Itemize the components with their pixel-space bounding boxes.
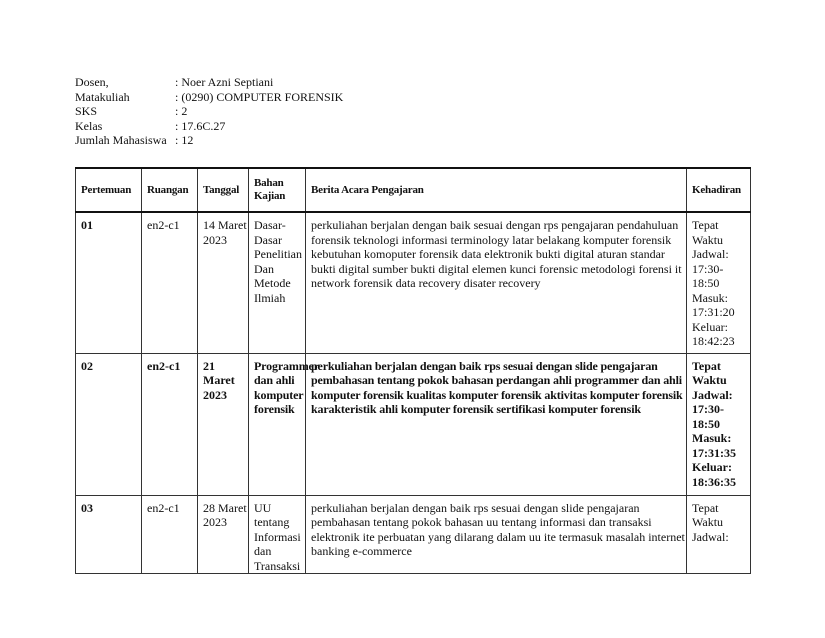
kehadiran-status: Tepat Waktu xyxy=(692,500,724,529)
cell-tanggal: 14 Maret 2023 xyxy=(198,212,249,353)
teaching-report-table xyxy=(75,167,751,574)
kehadiran-status: Tepat Waktu xyxy=(692,358,727,387)
cell-bahan-kajian: Dasar-Dasar Penelitian Dan Metode Ilmiah xyxy=(249,212,306,353)
info-value: : Noer Azni Septiani xyxy=(175,75,274,89)
cell-tanggal: 28 Maret 2023 xyxy=(198,495,249,574)
info-jumlah-mahasiswa xyxy=(75,133,343,148)
info-value: : 17.6C.27 xyxy=(175,118,226,133)
cell-pertemuan: 03 xyxy=(76,495,142,574)
cell-bahan-kajian: UU tentang Informasi dan Transaksi xyxy=(249,495,306,574)
header-pertemuan: Pertemuan xyxy=(76,168,142,212)
info-label: Jumlah Mahasiswa xyxy=(75,133,167,148)
cell-pertemuan: 02 xyxy=(76,353,142,495)
table-row xyxy=(76,212,751,353)
course-info xyxy=(75,75,343,148)
info-label: Dosen, xyxy=(75,75,109,89)
cell-berita-acara: perkuliahan berjalan dengan baik rps sesuai dengan slide pengajaran pembahasan tentang pokok bahasan perdangan ahli programmer dan ahli komputer forensik kualitas komputer forensik aktivitas komputer forensik karakteristik ahli komputer forensik sertifikasi komputer forensik xyxy=(306,353,687,495)
header-bahan-kajian: Bahan Kajian xyxy=(249,168,306,212)
info-label: Matakuliah xyxy=(75,89,130,104)
cell-ruangan: en2-c1 xyxy=(142,495,198,574)
cell-kehadiran xyxy=(687,353,751,495)
cell-ruangan: en2-c1 xyxy=(142,212,198,353)
cell-kehadiran xyxy=(687,212,751,353)
header-kehadiran: Kehadiran xyxy=(687,168,751,212)
table-row xyxy=(76,353,751,495)
cell-ruangan: en2-c1 xyxy=(142,353,198,495)
table-header-row xyxy=(76,168,751,212)
info-value: : (0290) COMPUTER FORENSIK xyxy=(175,89,344,104)
cell-bahan-kajian: Programmer dan ahli komputer forensik xyxy=(249,353,306,495)
info-dosen xyxy=(75,75,343,90)
kehadiran-keluar: Keluar: 18:36:35 xyxy=(692,460,736,489)
info-label: SKS xyxy=(75,104,98,119)
info-sks xyxy=(75,104,343,119)
cell-tanggal: 21 Maret 2023 xyxy=(198,353,249,495)
kehadiran-jadwal: Jadwal: 17:30-18:50 xyxy=(692,387,733,431)
kehadiran-jadwal: Jadwal: xyxy=(692,529,729,544)
info-label: Kelas xyxy=(75,118,103,133)
info-kelas xyxy=(75,119,343,134)
cell-kehadiran xyxy=(687,495,751,574)
kehadiran-jadwal: Jadwal: 17:30-18:50 xyxy=(692,247,729,290)
info-value: : 2 xyxy=(175,104,188,119)
info-matakuliah xyxy=(75,90,343,105)
info-value: : 12 xyxy=(175,133,194,148)
header-berita-acara: Berita Acara Pengajaran xyxy=(306,168,687,212)
kehadiran-masuk: Masuk: 17:31:20 xyxy=(692,290,735,319)
kehadiran-status: Tepat Waktu xyxy=(692,218,724,247)
table-row xyxy=(76,495,751,574)
kehadiran-masuk: Masuk: 17:31:35 xyxy=(692,431,736,460)
header-ruangan: Ruangan xyxy=(142,168,198,212)
header-tanggal: Tanggal xyxy=(198,168,249,212)
cell-berita-acara: perkuliahan berjalan dengan baik sesuai dengan rps pengajaran pendahuluan forensik teknologi informasi terminology latar belakang komputer forensik kebutuhan komoputer forensik data elektronik bukti digital aturan standar bukti digital sumber bukti digital elemen kunci forensic metodologi forensi it network forensik data recovery disater recovery xyxy=(306,212,687,353)
cell-pertemuan: 01 xyxy=(76,212,142,353)
kehadiran-keluar: Keluar: 18:42:23 xyxy=(692,319,735,348)
cell-berita-acara: perkuliahan berjalan dengan baik rps sesuai dengan slide pengajaran pembahasan tentang pokok bahasan uu tentang informasi dan transaksi elektronik ite perbuatan yang dilarang dalam uu ite termasuk masalah internet banking e-commerce xyxy=(306,495,687,574)
